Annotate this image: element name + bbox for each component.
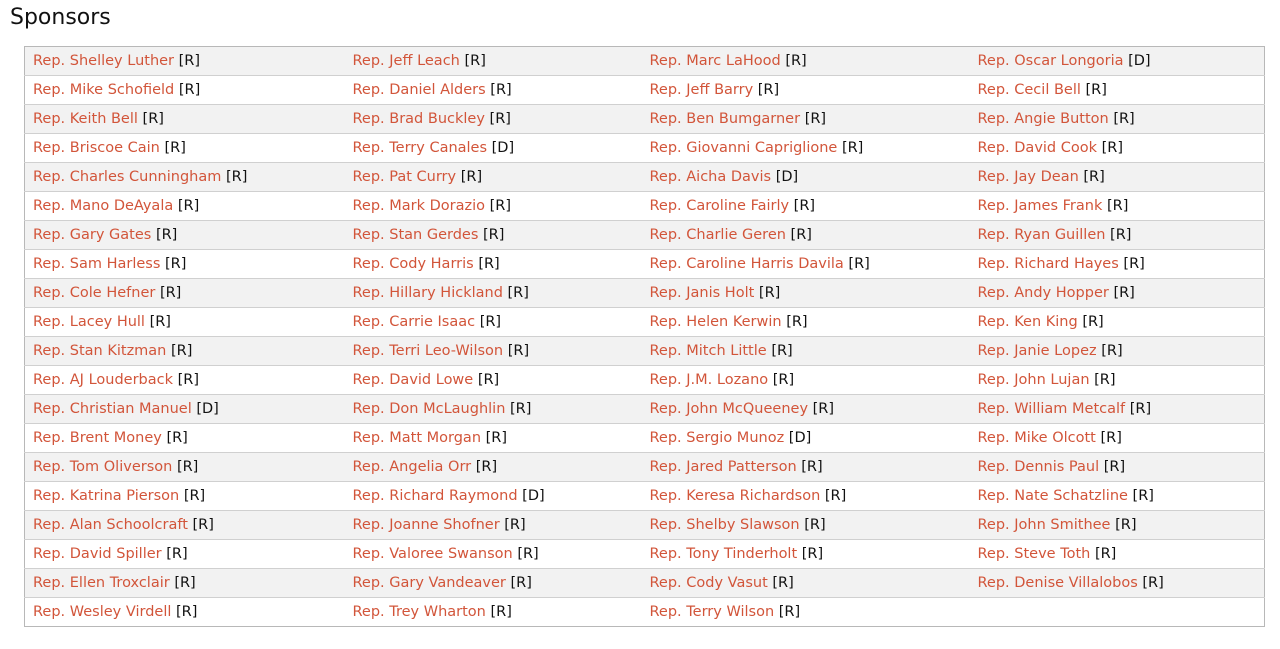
table-row	[25, 337, 1265, 366]
party-badge: [R]	[790, 227, 812, 243]
sponsor-link[interactable]: Rep. Oscar Longoria	[977, 53, 1124, 69]
party-badge: [R]	[848, 256, 870, 272]
sponsor-link[interactable]: Rep. Shelby Slawson	[649, 517, 800, 533]
sponsor-cell	[642, 569, 970, 598]
party-badge: [R]	[824, 488, 847, 504]
sponsor-cell	[970, 105, 1265, 134]
sponsor-link[interactable]: Rep. Helen Kerwin	[649, 314, 782, 330]
sponsor-cell	[970, 453, 1265, 482]
party-badge: [R]	[758, 285, 781, 301]
party-badge: [R]	[510, 575, 532, 591]
sponsor-link[interactable]: Rep. Janie Lopez	[977, 343, 1097, 359]
sponsor-cell	[345, 511, 642, 540]
sponsor-link[interactable]: Rep. William Metcalf	[977, 401, 1126, 417]
sponsor-link[interactable]: Rep. Gary Vandeaver	[352, 575, 506, 591]
sponsor-cell	[970, 598, 1265, 627]
party-badge: [R]	[785, 53, 807, 69]
table-row	[25, 250, 1265, 279]
sponsor-cell	[970, 163, 1265, 192]
sponsor-cell	[345, 250, 642, 279]
sponsor-link[interactable]: Rep. Matt Morgan	[352, 430, 482, 446]
sponsor-cell	[345, 163, 642, 192]
sponsor-link[interactable]: Rep. Pat Curry	[352, 169, 457, 185]
party-badge: [R]	[178, 53, 201, 69]
sponsor-link[interactable]: Rep. Hillary Hickland	[352, 285, 503, 301]
sponsor-link[interactable]: Rep. Katrina Pierson	[33, 488, 180, 504]
table-row	[25, 511, 1265, 540]
sponsor-link[interactable]: Rep. Briscoe Cain	[33, 140, 160, 156]
sponsor-cell	[345, 424, 642, 453]
sponsors-table	[24, 46, 1265, 627]
sponsor-link[interactable]: Rep. Mike Schofield	[33, 82, 175, 98]
party-badge: [R]	[1132, 488, 1154, 504]
sponsor-cell	[642, 540, 970, 569]
table-row	[25, 192, 1265, 221]
sponsor-link[interactable]: Rep. Don McLaughlin	[352, 401, 506, 417]
sponsor-link[interactable]: Rep. Ben Bumgarner	[649, 111, 801, 127]
sponsor-link[interactable]: Rep. Trey Wharton	[352, 604, 486, 620]
party-badge: [R]	[517, 546, 539, 562]
party-badge: [R]	[142, 111, 164, 127]
party-badge: [R]	[1101, 140, 1124, 156]
party-badge: [D]	[775, 169, 799, 185]
sponsor-cell	[25, 250, 345, 279]
sponsor-link[interactable]: Rep. Keresa Richardson	[649, 488, 821, 504]
sponsor-cell	[25, 279, 345, 308]
sponsor-link[interactable]: Rep. David Lowe	[352, 372, 474, 388]
sponsor-cell	[25, 192, 345, 221]
sponsor-cell	[642, 134, 970, 163]
table-row	[25, 134, 1265, 163]
sponsor-cell	[642, 163, 970, 192]
sponsor-link[interactable]: Rep. Mano DeAyala	[33, 198, 174, 214]
sponsor-link[interactable]: Rep. Keith Bell	[33, 111, 138, 127]
table-row	[25, 424, 1265, 453]
sponsor-link[interactable]: Rep. Caroline Harris Davila	[649, 256, 844, 272]
sponsor-link[interactable]: Rep. Terry Wilson	[649, 604, 775, 620]
party-badge: [R]	[165, 256, 187, 272]
sponsor-link[interactable]: Rep. Wesley Virdell	[33, 604, 172, 620]
sponsor-link[interactable]: Rep. Mitch Little	[649, 343, 767, 359]
sponsor-cell	[970, 192, 1265, 221]
sponsor-cell	[345, 337, 642, 366]
sponsor-cell	[345, 569, 642, 598]
party-badge: [D]	[522, 488, 545, 504]
party-badge: [R]	[149, 314, 171, 330]
sponsor-link[interactable]: Rep. Dennis Paul	[977, 459, 1100, 475]
sponsor-link[interactable]: Rep. David Spiller	[33, 546, 162, 562]
sponsor-cell	[970, 308, 1265, 337]
sponsor-cell	[642, 598, 970, 627]
party-badge: [R]	[1129, 401, 1152, 417]
party-badge: [R]	[177, 372, 200, 388]
sponsor-link[interactable]: Rep. John McQueeney	[649, 401, 809, 417]
party-badge: [R]	[1085, 82, 1107, 98]
sponsor-cell	[642, 337, 970, 366]
party-badge: [R]	[804, 111, 827, 127]
sponsor-link[interactable]: Rep. Steve Toth	[977, 546, 1091, 562]
party-badge: [R]	[174, 575, 196, 591]
party-badge: [R]	[477, 372, 500, 388]
sponsor-cell	[970, 482, 1265, 511]
party-badge: [R]	[460, 169, 483, 185]
party-badge: [R]	[1083, 169, 1105, 185]
sponsor-cell	[25, 163, 345, 192]
sponsor-link[interactable]: Rep. Giovanni Capriglione	[649, 140, 838, 156]
sponsor-link[interactable]: Rep. Cecil Bell	[977, 82, 1081, 98]
sponsor-link[interactable]: Rep. Daniel Alders	[352, 82, 486, 98]
sponsor-cell	[25, 569, 345, 598]
sponsor-link[interactable]: Rep. Cole Hefner	[33, 285, 156, 301]
sponsor-cell	[970, 250, 1265, 279]
party-badge: [R]	[164, 140, 186, 156]
sponsor-cell	[970, 337, 1265, 366]
party-badge: [R]	[507, 285, 529, 301]
sponsor-link[interactable]: Rep. Caroline Fairly	[649, 198, 790, 214]
table-row	[25, 569, 1265, 598]
sponsor-cell	[345, 540, 642, 569]
sponsor-link[interactable]: Rep. Cody Vasut	[649, 575, 768, 591]
party-badge: [R]	[489, 111, 511, 127]
sponsor-cell	[25, 47, 345, 76]
party-badge: [R]	[1100, 430, 1122, 446]
sponsor-link[interactable]: Rep. Tom Oliverson	[33, 459, 173, 475]
party-badge: [R]	[225, 169, 248, 185]
sponsor-link[interactable]: Rep. Marc LaHood	[649, 53, 781, 69]
table-row	[25, 453, 1265, 482]
sponsor-cell	[642, 221, 970, 250]
party-badge: [R]	[177, 198, 200, 214]
sponsor-cell	[25, 221, 345, 250]
party-badge: [R]	[772, 372, 795, 388]
party-badge: [R]	[1142, 575, 1164, 591]
sponsor-link[interactable]: Rep. Jared Patterson	[649, 459, 797, 475]
sponsor-link[interactable]: Rep. Nate Schatzline	[977, 488, 1128, 504]
party-badge: [R]	[793, 198, 816, 214]
party-badge: [R]	[1123, 256, 1145, 272]
sponsor-cell	[642, 192, 970, 221]
sponsor-link[interactable]: Rep. Angelia Orr	[352, 459, 472, 475]
sponsor-cell	[25, 511, 345, 540]
sponsor-cell	[345, 598, 642, 627]
sponsor-link[interactable]: Rep. Shelley Luther	[33, 53, 175, 69]
sponsor-cell	[642, 366, 970, 395]
sponsor-cell	[345, 453, 642, 482]
sponsor-cell	[345, 482, 642, 511]
sponsor-link[interactable]: Rep. Jeff Leach	[352, 53, 460, 69]
party-badge: [R]	[757, 82, 780, 98]
sponsor-cell	[25, 308, 345, 337]
sponsor-cell	[642, 279, 970, 308]
sponsor-cell	[970, 134, 1265, 163]
table-row	[25, 366, 1265, 395]
party-badge: [D]	[788, 430, 812, 446]
party-badge: [R]	[166, 546, 188, 562]
sponsor-link[interactable]: Rep. Carrie Isaac	[352, 314, 476, 330]
sponsor-cell	[970, 424, 1265, 453]
party-badge: [R]	[1113, 111, 1135, 127]
sponsor-link[interactable]: Rep. Sergio Munoz	[649, 430, 785, 446]
sponsor-link[interactable]: Rep. Christian Manuel	[33, 401, 192, 417]
sponsor-cell	[642, 511, 970, 540]
sponsor-cell	[642, 424, 970, 453]
sponsor-link[interactable]: Rep. Richard Hayes	[977, 256, 1119, 272]
sponsor-link[interactable]: Rep. J.M. Lozano	[649, 372, 769, 388]
party-badge: [R]	[176, 604, 198, 620]
party-badge: [D]	[1128, 53, 1151, 69]
sponsor-cell	[970, 395, 1265, 424]
sponsor-link[interactable]: Rep. Gary Gates	[33, 227, 152, 243]
sponsor-cell	[642, 105, 970, 134]
party-badge: [R]	[778, 604, 801, 620]
sponsor-link[interactable]: Rep. Charles Cunningham	[33, 169, 222, 185]
table-row	[25, 395, 1265, 424]
sponsor-cell	[25, 482, 345, 511]
party-badge: [R]	[1106, 198, 1129, 214]
sponsor-cell	[970, 47, 1265, 76]
sponsor-cell	[25, 105, 345, 134]
sponsor-link[interactable]: Rep. Mark Dorazio	[352, 198, 486, 214]
party-badge: [R]	[1115, 517, 1137, 533]
party-badge: [D]	[491, 140, 515, 156]
sponsor-cell	[25, 540, 345, 569]
sponsor-cell	[25, 424, 345, 453]
party-badge: [R]	[485, 430, 508, 446]
sponsor-cell	[345, 134, 642, 163]
sponsor-link[interactable]: Rep. Mike Olcott	[977, 430, 1096, 446]
sponsor-cell	[345, 192, 642, 221]
sponsor-link[interactable]: Rep. John Lujan	[977, 372, 1090, 388]
party-badge: [R]	[841, 140, 864, 156]
party-badge: [R]	[1094, 372, 1116, 388]
party-badge: [D]	[196, 401, 219, 417]
party-badge: [R]	[192, 517, 214, 533]
sponsor-link[interactable]: Rep. Valoree Swanson	[352, 546, 513, 562]
sponsor-link[interactable]: Rep. James Frank	[977, 198, 1103, 214]
party-badge: [R]	[166, 430, 188, 446]
table-row	[25, 163, 1265, 192]
table-row	[25, 598, 1265, 627]
sponsor-link[interactable]: Rep. Andy Hopper	[977, 285, 1109, 301]
party-badge: [R]	[475, 459, 498, 475]
sponsor-cell	[25, 395, 345, 424]
sponsor-link[interactable]: Rep. Brad Buckley	[352, 111, 485, 127]
party-badge: [R]	[489, 198, 512, 214]
party-badge: [R]	[170, 343, 193, 359]
sponsor-cell	[25, 337, 345, 366]
sponsor-cell	[25, 598, 345, 627]
party-badge: [R]	[804, 517, 826, 533]
sponsor-link[interactable]: Rep. Terri Leo-Wilson	[352, 343, 504, 359]
party-badge: [R]	[1110, 227, 1132, 243]
party-badge: [R]	[1101, 343, 1123, 359]
party-badge: [R]	[178, 82, 201, 98]
party-badge: [R]	[490, 604, 512, 620]
table-row	[25, 279, 1265, 308]
sponsor-link[interactable]: Rep. Tony Tinderholt	[649, 546, 798, 562]
sponsor-link[interactable]: Rep. Alan Schoolcraft	[33, 517, 188, 533]
table-row	[25, 47, 1265, 76]
sponsor-link[interactable]: Rep. Stan Gerdes	[352, 227, 479, 243]
sponsor-cell	[345, 395, 642, 424]
party-badge: [R]	[176, 459, 199, 475]
party-badge: [R]	[504, 517, 526, 533]
sponsor-link[interactable]: Rep. Ryan Guillen	[977, 227, 1106, 243]
party-badge: [R]	[786, 314, 808, 330]
sponsor-cell	[25, 366, 345, 395]
sponsor-cell	[642, 453, 970, 482]
party-badge: [R]	[159, 285, 182, 301]
party-badge: [R]	[483, 227, 505, 243]
sponsor-link[interactable]: Rep. David Cook	[977, 140, 1098, 156]
sponsor-link[interactable]: Rep. Cody Harris	[352, 256, 474, 272]
sponsor-link[interactable]: Rep. Richard Raymond	[352, 488, 518, 504]
sponsor-link[interactable]: Rep. Terry Canales	[352, 140, 488, 156]
party-badge: [R]	[479, 314, 502, 330]
sponsor-link[interactable]: Rep. Brent Money	[33, 430, 162, 446]
table-row	[25, 76, 1265, 105]
party-badge: [R]	[1082, 314, 1104, 330]
party-badge: [R]	[507, 343, 530, 359]
table-row	[25, 308, 1265, 337]
sponsor-link[interactable]: Rep. Jeff Barry	[649, 82, 754, 98]
sponsor-cell	[345, 47, 642, 76]
sponsor-cell	[642, 308, 970, 337]
sponsor-cell	[642, 76, 970, 105]
party-badge: [R]	[812, 401, 835, 417]
sponsor-cell	[642, 250, 970, 279]
party-badge: [R]	[801, 546, 824, 562]
sponsors-table-body	[25, 47, 1265, 627]
sponsor-link[interactable]: Rep. Ellen Troxclair	[33, 575, 170, 591]
sponsor-cell	[970, 76, 1265, 105]
table-row	[25, 105, 1265, 134]
sponsor-cell	[345, 308, 642, 337]
sponsor-cell	[345, 279, 642, 308]
party-badge: [R]	[155, 227, 178, 243]
sponsor-link[interactable]: Rep. Sam Harless	[33, 256, 161, 272]
sponsor-cell	[642, 47, 970, 76]
party-badge: [R]	[1094, 546, 1117, 562]
sponsor-link[interactable]: Rep. Aicha Davis	[649, 169, 772, 185]
page-title: Sponsors	[10, 5, 111, 30]
party-badge: [R]	[772, 575, 794, 591]
sponsor-link[interactable]: Rep. Janis Holt	[649, 285, 755, 301]
sponsor-link[interactable]: Rep. Lacey Hull	[33, 314, 145, 330]
party-badge: [R]	[1113, 285, 1135, 301]
sponsor-cell	[970, 569, 1265, 598]
party-badge: [R]	[510, 401, 532, 417]
sponsor-link[interactable]: Rep. John Smithee	[977, 517, 1111, 533]
sponsor-cell	[25, 453, 345, 482]
sponsor-cell	[345, 366, 642, 395]
sponsor-link[interactable]: Rep. Stan Kitzman	[33, 343, 167, 359]
sponsor-cell	[345, 105, 642, 134]
sponsor-link[interactable]: Rep. Angie Button	[977, 111, 1109, 127]
sponsor-link[interactable]: Rep. AJ Louderback	[33, 372, 174, 388]
party-badge: [R]	[183, 488, 206, 504]
sponsor-cell	[970, 221, 1265, 250]
party-badge: [R]	[801, 459, 823, 475]
sponsor-link[interactable]: Rep. Ken King	[977, 314, 1078, 330]
sponsor-cell	[345, 76, 642, 105]
sponsor-cell	[25, 76, 345, 105]
sponsor-link[interactable]: Rep. Joanne Shofner	[352, 517, 500, 533]
sponsor-link[interactable]: Rep. Charlie Geren	[649, 227, 786, 243]
table-row	[25, 540, 1265, 569]
sponsor-link[interactable]: Rep. Denise Villalobos	[977, 575, 1138, 591]
sponsor-cell	[970, 279, 1265, 308]
party-badge: [R]	[478, 256, 500, 272]
sponsor-cell	[970, 366, 1265, 395]
sponsor-cell	[970, 511, 1265, 540]
sponsor-cell	[25, 134, 345, 163]
party-badge: [R]	[464, 53, 486, 69]
sponsor-cell	[345, 221, 642, 250]
sponsor-cell	[642, 395, 970, 424]
party-badge: [R]	[771, 343, 793, 359]
sponsor-link[interactable]: Rep. Jay Dean	[977, 169, 1079, 185]
table-row	[25, 482, 1265, 511]
table-row	[25, 221, 1265, 250]
party-badge: [R]	[1103, 459, 1126, 475]
party-badge: [R]	[490, 82, 512, 98]
sponsor-cell	[970, 540, 1265, 569]
sponsor-cell	[642, 482, 970, 511]
